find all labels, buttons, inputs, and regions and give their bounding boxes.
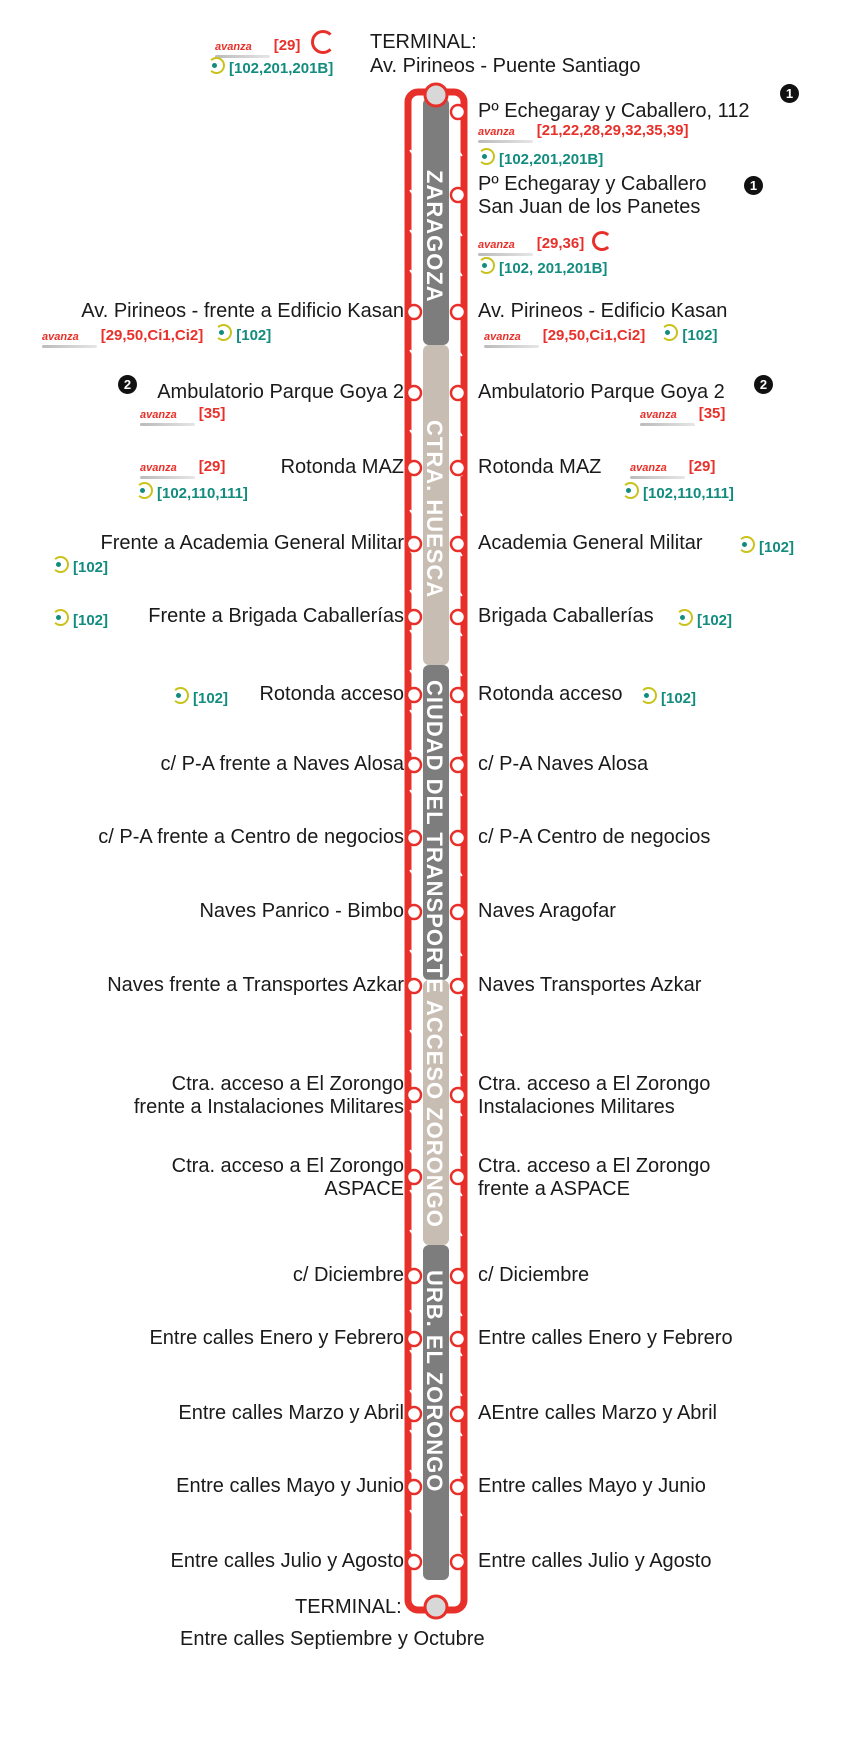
stop-routes-left — [52, 609, 108, 630]
stop-marker-right — [451, 1407, 465, 1421]
stop-routes-left — [172, 687, 228, 708]
stop-routes-right — [738, 536, 794, 557]
stop-marker-right — [451, 105, 465, 119]
stop-name-line: Frente a Brigada Caballerías — [148, 605, 404, 627]
avanza-swirl-icon — [311, 30, 335, 54]
stop-name-line: Pº Echegaray y Caballero — [478, 173, 707, 195]
note-marker-1: 1 — [780, 84, 799, 103]
stop-marker-left — [407, 688, 421, 702]
stop-name-line2: Instalaciones Militares — [478, 1096, 675, 1118]
tranzaragoza-routes: [102,110,111] — [157, 485, 248, 502]
stop-name-line: Naves Transportes Azkar — [478, 974, 702, 996]
tranzaragoza-logo — [52, 556, 69, 573]
stop-marker-left — [407, 386, 421, 400]
stop-name-line2: frente a Instalaciones Militares — [133, 1096, 404, 1118]
tranzaragoza-logo — [215, 324, 232, 341]
stop-name-right — [478, 605, 654, 628]
stop-name-left — [157, 381, 404, 404]
stop-name-line: Ambulatorio Parque Goya 2 — [478, 381, 725, 403]
tranzaragoza-logo — [478, 257, 495, 274]
stop-routes-right — [622, 482, 734, 503]
stop-name-line: Av. Pirineos - Edificio Kasan — [478, 300, 728, 322]
stop-name-line: Ambulatorio Parque Goya 2 — [157, 381, 404, 403]
tranzaragoza-logo — [640, 687, 657, 704]
stop-name-right — [478, 826, 710, 849]
stop-name-right — [478, 1073, 710, 1119]
terminal-top-tz-routes: [102,201,201B] — [208, 57, 333, 78]
section-label-ciudad-transporte: CIUDAD DEL TRANSPORTE — [422, 680, 447, 994]
avanza-swirl-icon — [592, 231, 612, 251]
tranzaragoza-logo — [172, 687, 189, 704]
stop-name-right — [478, 173, 707, 219]
tranzaragoza-logo — [622, 482, 639, 499]
stop-name-right — [478, 300, 727, 323]
tranzaragoza-routes: [102, 201,201B] — [499, 260, 608, 277]
stop-name-right — [478, 683, 623, 706]
stop-name-line: c/ Diciembre — [478, 1264, 590, 1286]
stop-routes-right — [676, 609, 732, 630]
stop-name-line: c/ P-A frente a Centro de negocios — [98, 826, 404, 848]
tranzaragoza-routes: [102] — [682, 327, 718, 344]
stop-name-right — [478, 1155, 710, 1201]
stop-routes-right — [484, 324, 717, 346]
stop-name-line: Entre calles Mayo y Junio — [176, 1475, 404, 1497]
stop-routes-right — [478, 257, 607, 278]
tranzaragoza-logo — [676, 609, 693, 626]
stop-name-line: Entre calles Mayo y Junio — [478, 1475, 706, 1497]
stop-name-left — [149, 1327, 404, 1350]
stop-name-line: Ctra. acceso a El Zorongo — [478, 1073, 711, 1095]
stop-marker-right — [451, 188, 465, 202]
avanza-routes: [29] — [198, 458, 226, 475]
stop-marker-left — [407, 1480, 421, 1494]
avanza-logo: avanza — [140, 406, 195, 424]
section-label-zaragoza: ZARAGOZA — [422, 170, 447, 303]
stop-name-left — [101, 532, 404, 555]
stop-name-left — [98, 826, 404, 849]
stop-marker-left — [407, 831, 421, 845]
stop-name-line: Entre calles Julio y Agosto — [170, 1550, 404, 1572]
stop-name-right — [478, 753, 648, 776]
stop-name-line: Rotonda MAZ — [280, 456, 404, 478]
stop-routes-right — [478, 231, 612, 254]
stop-marker-right — [451, 979, 465, 993]
stop-name-line: Academia General Militar — [478, 532, 703, 554]
stop-name-line: Ctra. acceso a El Zorongo — [478, 1155, 711, 1177]
avanza-logo: avanza — [484, 328, 539, 346]
stop-name-line: Entre calles Marzo y Abril — [178, 1402, 404, 1424]
stop-marker-left — [407, 537, 421, 551]
stop-name-right — [478, 532, 703, 555]
stop-marker-left — [407, 461, 421, 475]
stop-marker-left — [407, 1269, 421, 1283]
stop-name-right — [478, 1475, 706, 1498]
stop-marker-right — [451, 1269, 465, 1283]
avanza-routes: [35] — [698, 405, 726, 422]
stop-marker-right — [451, 1088, 465, 1102]
tranzaragoza-routes: [102] — [236, 327, 272, 344]
stop-name-line: c/ Diciembre — [292, 1264, 404, 1286]
stop-marker-right — [451, 1332, 465, 1346]
terminal-top-avanza-routes: avanza [29] — [215, 30, 335, 56]
stop-routes-left — [140, 458, 225, 477]
avanza-logo: avanza — [478, 236, 533, 254]
stop-routes-right — [640, 405, 725, 424]
stop-marker-left — [407, 758, 421, 772]
tranzaragoza-logo — [478, 148, 495, 165]
stop-name-right — [478, 1264, 589, 1287]
stop-marker-right — [451, 610, 465, 624]
stop-routes-left — [52, 556, 108, 577]
stop-name-left — [178, 1402, 404, 1425]
stop-name-line2: ASPACE — [324, 1178, 404, 1200]
avanza-logo: avanza — [42, 328, 97, 346]
stop-name-line: c/ P-A Naves Alosa — [478, 753, 649, 775]
stop-marker-left — [407, 1332, 421, 1346]
section-label-urb-zorongo: URB. EL ZORONGO — [422, 1270, 447, 1493]
stop-name-line2: San Juan de los Panetes — [478, 196, 701, 218]
stop-name-line: Entre calles Enero y Febrero — [149, 1327, 404, 1349]
stop-name-left — [259, 683, 404, 706]
stop-name-line: Pº Echegaray y Caballero, 112 — [478, 100, 750, 122]
stop-marker-right — [451, 688, 465, 702]
stop-name-left — [134, 1073, 404, 1119]
section-label-acceso-zorongo: ACCESO ZORONGO — [422, 1000, 447, 1228]
stop-marker-right — [451, 905, 465, 919]
avanza-logo: avanza — [630, 459, 685, 477]
stop-marker-right — [451, 1555, 465, 1569]
stop-name-line: Frente a Academia General Militar — [100, 532, 404, 554]
stop-routes-right — [478, 148, 603, 169]
stop-name-line: AEntre calles Marzo y Abril — [478, 1402, 717, 1424]
tranzaragoza-routes: [102] — [73, 612, 109, 629]
stop-name-left — [107, 974, 404, 997]
stop-name-right — [478, 456, 601, 479]
stop-marker-right — [451, 461, 465, 475]
avanza-routes: [29,50,Ci1,Ci2] — [542, 327, 646, 344]
note-marker-2: 2 — [118, 375, 137, 394]
stop-name-line2: frente a ASPACE — [478, 1178, 630, 1200]
stop-name-right — [478, 1327, 733, 1350]
tranzaragoza-routes: [102] — [193, 690, 229, 707]
stop-routes-right — [630, 458, 715, 477]
terminal-bottom-name: Entre calles Septiembre y Octubre — [180, 1628, 485, 1650]
stop-routes-left — [140, 405, 225, 424]
stop-name-right — [478, 381, 725, 404]
stop-marker-left — [407, 1170, 421, 1184]
stop-marker-right — [451, 305, 465, 319]
stop-marker-right — [451, 537, 465, 551]
stop-name-left — [199, 900, 404, 923]
stop-marker-left — [407, 1407, 421, 1421]
stop-marker-right — [451, 831, 465, 845]
avanza-logo: avanza — [215, 38, 270, 56]
tranzaragoza-routes: [102] — [661, 690, 697, 707]
note-marker-1: 1 — [744, 176, 763, 195]
avanza-routes: [29,36] — [536, 235, 585, 252]
stop-name-left — [148, 605, 404, 628]
stop-name-right — [478, 1402, 717, 1425]
stop-marker-left — [407, 305, 421, 319]
stop-name-line: Naves Panrico - Bimbo — [199, 900, 404, 922]
stop-marker-left — [407, 979, 421, 993]
avanza-logo: avanza — [140, 459, 195, 477]
stop-name-line: Naves Aragofar — [478, 900, 616, 922]
avanza-routes: [29] — [688, 458, 716, 475]
stop-name-line: Ctra. acceso a El Zorongo — [171, 1155, 404, 1177]
tranzaragoza-logo — [208, 57, 225, 74]
terminal-top-title: TERMINAL: — [370, 31, 477, 53]
stop-name-line: Entre calles Julio y Agosto — [478, 1550, 712, 1572]
stop-marker-right — [451, 1480, 465, 1494]
terminal-top-name: Av. Pirineos - Puente Santiago — [370, 55, 641, 77]
stop-marker-right — [451, 386, 465, 400]
stop-marker-left — [407, 1088, 421, 1102]
note-marker-2: 2 — [754, 375, 773, 394]
avanza-routes: [35] — [198, 405, 226, 422]
stop-name-right — [478, 900, 616, 923]
tranzaragoza-routes: [102,201,201B] — [499, 151, 604, 168]
stop-name-line: c/ P-A Centro de negocios — [478, 826, 711, 848]
avanza-routes: [21,22,28,29,32,35,39] — [536, 122, 689, 139]
terminal-bottom-title: TERMINAL: — [295, 1596, 402, 1618]
stop-name-left — [171, 1550, 404, 1573]
tranzaragoza-logo — [52, 609, 69, 626]
tranzaragoza-logo — [738, 536, 755, 553]
stop-name-line: Brigada Caballerías — [478, 605, 654, 627]
tranzaragoza-routes: [102] — [73, 559, 109, 576]
stop-routes-right — [640, 687, 696, 708]
stop-name-left — [172, 1155, 404, 1201]
avanza-logo: avanza — [478, 123, 533, 141]
stop-marker-left — [407, 905, 421, 919]
stop-name-left — [293, 1264, 404, 1287]
stop-marker-right — [451, 1170, 465, 1184]
tranzaragoza-routes: [102] — [759, 539, 795, 556]
tranzaragoza-routes: [102,110,111] — [643, 485, 734, 502]
stop-name-line: Rotonda MAZ — [478, 456, 602, 478]
stop-name-line: Naves frente a Transportes Azkar — [107, 974, 404, 996]
stop-name-line: Av. Pirineos - frente a Edificio Kasan — [81, 300, 404, 322]
stop-routes-left — [136, 482, 248, 503]
tranzaragoza-logo — [661, 324, 678, 341]
stop-marker-right — [451, 758, 465, 772]
avanza-routes: [29,50,Ci1,Ci2] — [100, 327, 204, 344]
stop-name-right — [478, 1550, 711, 1573]
terminal-bottom-circle — [425, 1596, 447, 1618]
stop-name-line: c/ P-A frente a Naves Alosa — [160, 753, 404, 775]
stop-name-right — [478, 974, 701, 997]
tranzaragoza-routes: [102] — [697, 612, 733, 629]
stop-marker-left — [407, 610, 421, 624]
stop-name-line: Rotonda acceso — [478, 683, 623, 705]
stop-name-line: Rotonda acceso — [259, 683, 404, 705]
stop-name-left — [176, 1475, 404, 1498]
stop-name-left — [281, 456, 404, 479]
tranzaragoza-logo — [136, 482, 153, 499]
stop-name-left — [161, 753, 404, 776]
avanza-logo: avanza — [640, 406, 695, 424]
stop-name-left — [81, 300, 404, 323]
terminal-top-circle — [425, 84, 447, 106]
stop-routes-right — [478, 122, 689, 141]
stop-name-right — [478, 100, 750, 123]
stop-marker-left — [407, 1555, 421, 1569]
stop-name-line: Ctra. acceso a El Zorongo — [171, 1073, 404, 1095]
section-label-ctra-huesca: CTRA. HUESCA — [422, 420, 447, 599]
stop-routes-left — [42, 324, 271, 346]
stop-name-line: Entre calles Enero y Febrero — [478, 1327, 733, 1349]
